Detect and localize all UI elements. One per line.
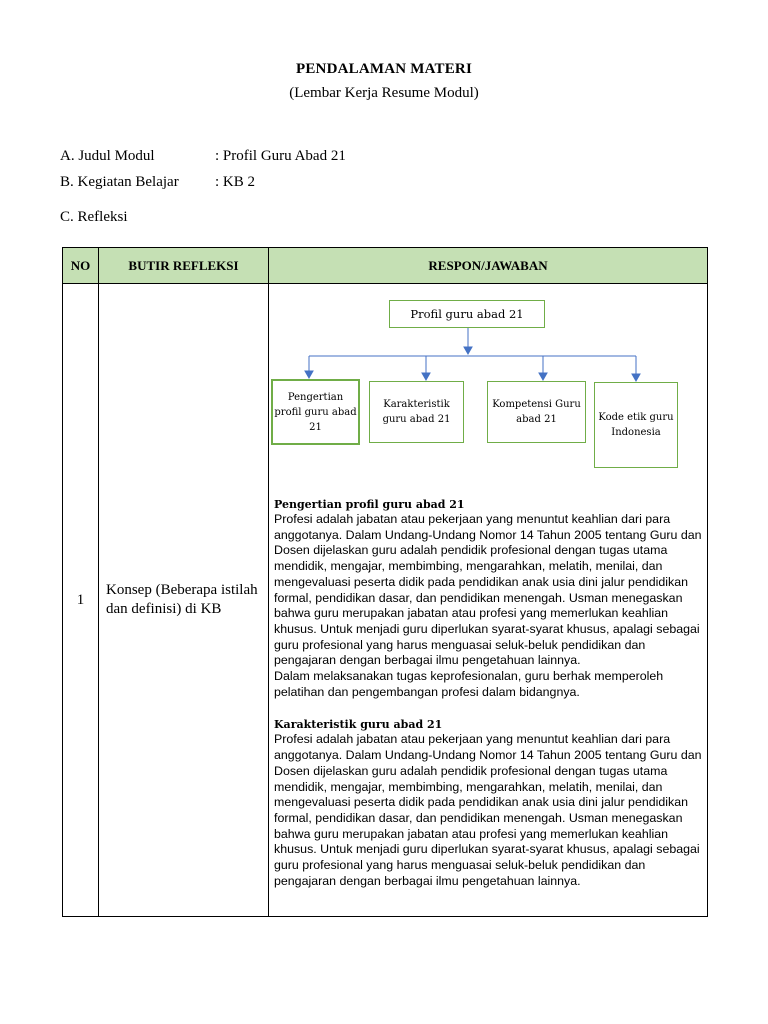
diagram-root-box: Profil guru abad 21 [389,300,545,328]
respon-cell [269,284,708,917]
section-paragraph: Dalam melaksanakan tugas keprofesionalan, guru berhak memperoleh pelatihan dan pengembangan profesi dalam bidangnya. [274,669,664,699]
header-no: NO [63,248,99,284]
table-header-row [63,248,708,284]
meta-judul-row [60,148,346,165]
table-row [63,284,708,917]
section-paragraph: mendidik, mengajar, membimbing, mengarahkan, melatih, menilai, dan mengevaluasi peserta didik pada pendidikan anak usia dini jalur pendidikan formal, pendidikan dasar, dan pendidikan menengah. Usman menegaskan bahwa guru merupakan jabatan atau profesi yang memerlukan keahlian khusus. Untuk menjadi guru diperlukan syarat-syarat khusus, apalagi sebagai guru profesional yang harus menguasai seluk-beluk pendidikan dan pengajaran dengan berbagai ilmu pengetahuan lainnya. [274,559,700,668]
section-paragraph: Profesi adalah jabatan atau pekerjaan yang menuntut keahlian dari para anggotanya. Dalam Undang-Undang Nomor 14 Tahun 2005 tentang Guru dan Dosen dijelaskan guru adalah pendidik profesional dengan tugas utama [274,512,702,558]
diagram-box-pengertian: Pengertian profil guru abad 21 [271,379,360,445]
meta-kegiatan-row [60,174,255,191]
diagram-box-kode-etik: Kode etik guru Indonesia [594,382,678,468]
diagram-box-kompetensi: Kompetensi Guru abad 21 [487,381,586,443]
section-heading: Karakteristik guru abad 21 [274,718,443,732]
kegiatan-label: B. Kegiatan Belajar [60,174,179,190]
judul-label: A. Judul Modul [60,148,155,164]
refleksi-table [62,247,708,917]
page-title: PENDALAMAN MATERI [295,61,473,77]
header-butir: BUTIR REFLEKSI [99,248,269,284]
judul-value: : Profil Guru Abad 21 [215,148,346,164]
kegiatan-value: : KB 2 [215,174,256,190]
response-content [274,498,706,889]
row-number: 1 [63,284,99,917]
concept-diagram [269,284,707,454]
section-paragraph: Profesi adalah jabatan atau pekerjaan yang menuntut keahlian dari para anggotanya. Dalam Undang-Undang Nomor 14 Tahun 2005 tentang Guru dan Dosen dijelaskan guru adalah pendidik profesional dengan tugas utama [274,732,702,778]
section-heading: Pengertian profil guru abad 21 [274,498,465,511]
diagram-box-karakteristik: Karakteristik guru abad 21 [369,381,464,443]
refleksi-label: C. Refleksi [60,209,128,225]
page-subtitle: (Lembar Kerja Resume Modul) [289,85,479,101]
header-respon: RESPON/JAWABAN [269,248,708,284]
butir-cell: Konsep (Beberapa istilah dan definisi) di KB [99,284,269,917]
section-paragraph: mendidik, mengajar, membimbing, mengarahkan, melatih, menilai, dan mengevaluasi peserta didik pada pendidikan anak usia dini jalur pendidikan formal, pendidikan dasar, dan pendidikan menengah. Usman menegaskan bahwa guru merupakan jabatan atau profesi yang memerlukan keahlian khusus. Untuk menjadi guru diperlukan syarat-syarat khusus, apalagi sebagai guru profesional yang harus menguasai seluk-beluk pendidikan dan pengajaran dengan berbagai ilmu pengetahuan lainnya. [274,779,700,888]
